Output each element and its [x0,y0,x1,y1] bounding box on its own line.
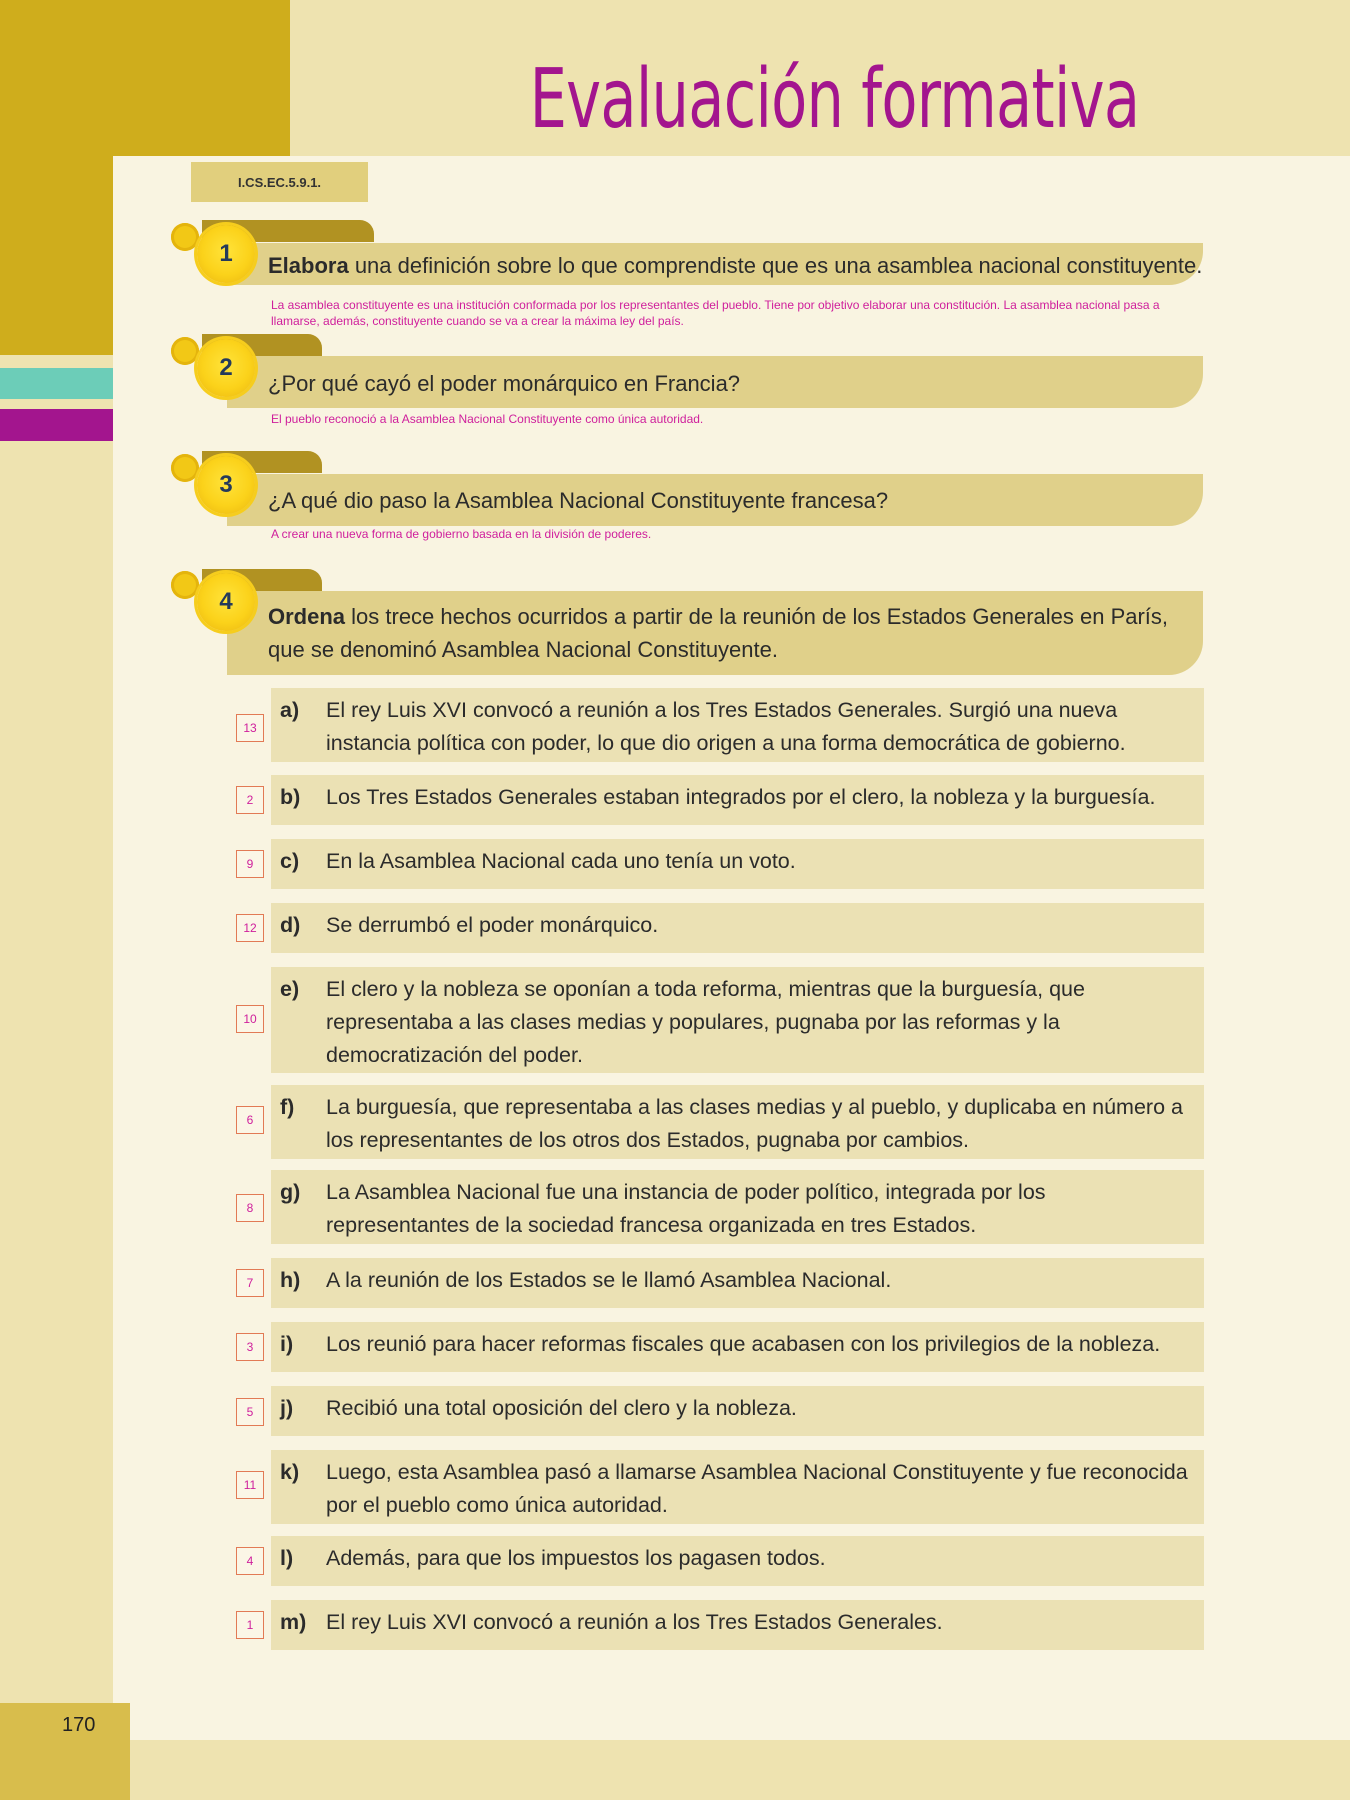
item-letter: m) [280,1610,307,1634]
purple-stripe [0,409,113,441]
question-3-answer: A crear una nueva forma de gobierno basada en la división de poderes. [271,527,652,541]
page-title: Evaluación formativa [529,52,1140,147]
indicator-code: I.CS.EC.5.9.1. [191,162,368,202]
order-input-l[interactable]: 4 [236,1547,264,1575]
order-input-d[interactable]: 12 [236,914,264,942]
question-2-text: ¿Por qué cayó el poder monárquico en Francia? [268,371,741,396]
question-2-number-badge: 2 [197,339,255,397]
item-letter: k) [280,1460,300,1484]
order-input-f[interactable]: 6 [236,1106,264,1134]
question-2-answer: El pueblo reconoció a la Asamblea Nacional Constituyente como única autoridad. [271,412,704,426]
order-input-a[interactable]: 13 [236,714,264,742]
order-input-m[interactable]: 1 [236,1611,264,1639]
item-text: En la Asamblea Nacional cada uno tenía un voto. [326,849,796,873]
order-input-j[interactable]: 5 [236,1398,264,1426]
list-item [271,967,1204,1073]
question-1-header [227,243,1203,285]
item-text: Luego, esta Asamblea pasó a llamarse Asamblea Nacional Constituyente y fue reconocida por el pueblo como única autoridad. [326,1460,1188,1517]
item-text: Se derrumbó el poder monárquico. [326,913,659,937]
item-text: Los Tres Estados Generales estaban integrados por el clero, la nobleza y la burguesía. [326,785,1156,809]
item-letter: b) [280,785,301,809]
item-text: A la reunión de los Estados se le llamó Asamblea Nacional. [326,1268,892,1292]
item-text: Además, para que los impuestos los pagasen todos. [326,1546,826,1570]
page-number: 170 [62,1714,96,1736]
item-letter: e) [280,977,300,1001]
item-letter: g) [280,1180,301,1204]
question-3-header [227,474,1203,526]
item-letter: i) [280,1332,294,1356]
question-1-answer: La asamblea constituyente es una institución conformada por los representantes del pueblo. Tiene por objetivo elaborar una constitución. La asamblea nacional pasa a llamarse, además, constituyente cuando se va a crear la máxima ley del país. [271,298,1160,328]
list-item [271,1386,1204,1436]
teal-stripe [0,368,113,399]
order-input-h[interactable]: 7 [236,1269,264,1297]
question-3-text: ¿A qué dio paso la Asamblea Nacional Constituyente francesa? [268,488,889,513]
question-4-header [227,591,1203,675]
list-item [271,1258,1204,1308]
list-item [271,1536,1204,1586]
question-4-number-badge: 4 [197,573,255,631]
order-input-b[interactable]: 2 [236,786,264,814]
list-item [271,688,1204,762]
coin-small-icon [171,337,199,365]
order-input-i[interactable]: 3 [236,1333,264,1361]
question-4-text: los trece hechos ocurridos a partir de la reunión de los Estados Generales en París, que se denominó Asamblea Nacional Constituyente. [268,604,1169,662]
item-text: El rey Luis XVI convocó a reunión a los Tres Estados Generales. Surgió una nueva instancia política con poder, lo que dio origen a una forma democrática de gobierno. [326,698,1126,755]
question-1-verb: Elabora [268,253,349,278]
list-item [271,775,1204,825]
list-item [271,1600,1204,1650]
order-input-g[interactable]: 8 [236,1194,264,1222]
item-text: La Asamblea Nacional fue una instancia de poder político, integrada por los representantes de la sociedad francesa organizada en tres Estados. [326,1180,1046,1237]
item-text: El clero y la nobleza se oponían a toda reforma, mientras que la burguesía, que representaba a las clases medias y populares, pugnaba por las reformas y la democratización del poder. [326,977,1085,1067]
item-letter: l) [280,1546,294,1570]
coin-small-icon [171,223,199,251]
coin-small-icon [171,571,199,599]
order-input-c[interactable]: 9 [236,850,264,878]
item-letter: h) [280,1268,301,1292]
list-item [271,1085,1204,1159]
list-item [271,1170,1204,1244]
order-input-e[interactable]: 10 [236,1005,264,1033]
item-letter: c) [280,849,300,873]
question-2-header [227,356,1203,408]
item-text: Los reunió para hacer reformas fiscales que acabasen con los privilegios de la nobleza. [326,1332,1161,1356]
item-letter: a) [280,698,300,722]
item-letter: j) [280,1396,294,1420]
item-letter: f) [280,1095,295,1119]
coin-small-icon [171,454,199,482]
question-3-number-badge: 3 [197,456,255,514]
list-item [271,903,1204,953]
item-letter: d) [280,913,301,937]
item-text: La burguesía, que representaba a las clases medias y al pueblo, y duplicaba en número a los representantes de los otros dos Estados, pugnaba por cambios. [326,1095,1183,1152]
item-text: Recibió una total oposición del clero y la nobleza. [326,1396,797,1420]
order-input-k[interactable]: 11 [236,1471,264,1499]
list-item [271,1322,1204,1372]
list-item [271,1450,1204,1524]
question-1-text: una definición sobre lo que comprendiste que es una asamblea nacional constituyente. [348,253,1203,278]
item-text: El rey Luis XVI convocó a reunión a los Tres Estados Generales. [326,1610,943,1634]
list-item [271,839,1204,889]
question-1-number-badge: 1 [197,225,255,283]
question-4-verb: Ordena [268,604,346,629]
